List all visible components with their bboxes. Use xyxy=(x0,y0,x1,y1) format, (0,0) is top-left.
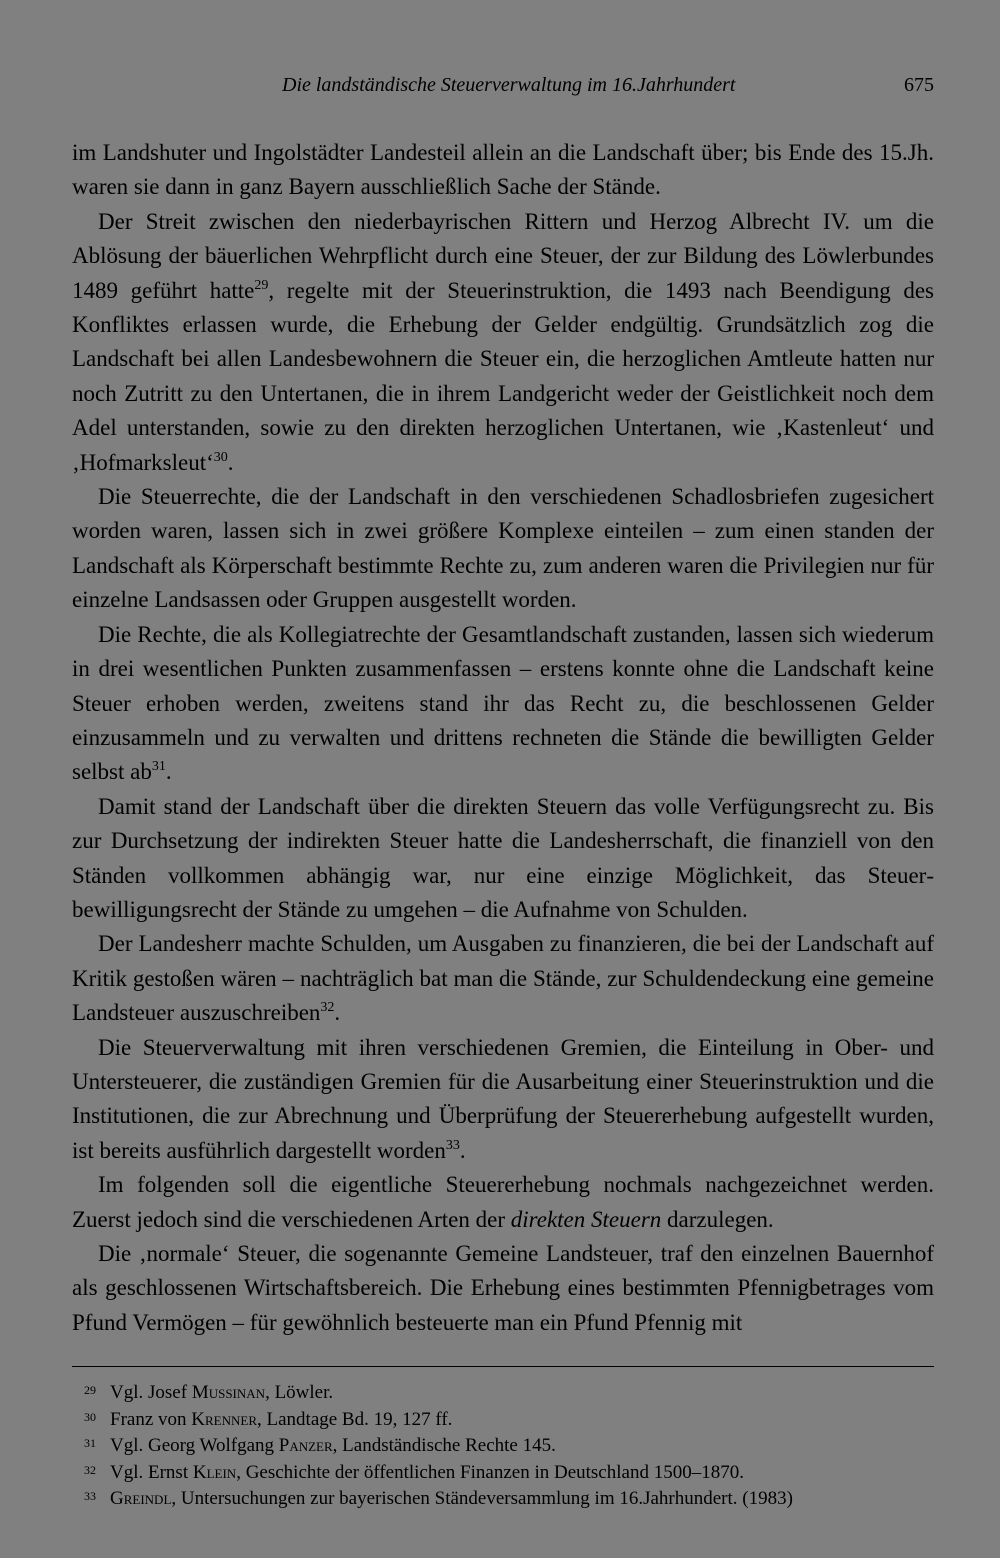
footnote-reference: 29 xyxy=(254,277,269,293)
footnote xyxy=(72,1486,934,1513)
footnote-number: 33 xyxy=(84,1489,96,1504)
footnote-reference: 30 xyxy=(213,449,228,465)
italic-emphasis: direkten Steuern xyxy=(510,1206,662,1232)
footnote-text: Vgl. Josef xyxy=(110,1382,192,1403)
paragraph-text: Die ‚normale‘ Steuer, die sogenannte Gemeine Landsteuer, traf den einzelnen Bauernhof als geschlossenen Wirtschaftsbereich. Die Erhebung eines bestimmten Pfennigbetrages vom Pfund Vermögen – für gewöhnlich besteuerte man ein Pfund Pfennig mit xyxy=(72,1241,934,1335)
paragraph-text: Damit stand der Landschaft über die direkten Steuern das volle Verfügungsrecht zu. Bis zur Durchsetzung der indirekten Steuer hatte die Landesherrschaft, die finanziell von den Ständen vollkommen abhängig war, nur eine einzige Möglichkeit, das Steuerbewilligungsrecht der Stände zu umgehen – die Aufnahme von Schulden. xyxy=(72,793,934,922)
footnote-author: Krenner xyxy=(191,1408,257,1430)
paragraph-text: im Landshuter und Ingolstädter Landesteil allein an die Landschaft über; bis Ende des 15.Jh. waren sie dann in ganz Bayern ausschließlich Sache der Stände. xyxy=(72,140,934,200)
footnote xyxy=(72,1407,934,1434)
paragraph-text: Der Streit zwischen den niederbayrischen Rittern und Herzog Albrecht IV. um die Ablösung der bäuerlichen Wehrpflicht durch eine Steuer, der zur Bildung des Löwlerbundes 1489 geführt hatte xyxy=(72,208,934,303)
footnote-number: 31 xyxy=(84,1436,96,1451)
paragraph xyxy=(72,1168,934,1237)
footnote-author: Klein xyxy=(192,1461,237,1483)
footnote-reference: 32 xyxy=(320,1000,335,1016)
body-text xyxy=(72,136,934,1340)
footnote-text: , Landständische Rechte 145. xyxy=(332,1435,556,1457)
paragraph xyxy=(72,136,934,205)
footnotes xyxy=(72,1380,934,1513)
paragraph-text: , regelte mit der Steuerinstruktion, die 1493 nach Beendigung des Konfliktes erlassen wurde, die Erhebung der Gelder endgültig. Grundsätzlich zog die Landschaft bei allen Landesbewohnern die Steuer ein, die herzoglichen Amtleute hatten nur noch Zutritt zu den Untertanen, die in ihrem Landgericht weder der Geistlichkeit noch dem Adel unterstanden, sowie zu den direkten herzoglichen Untertanen, wie ‚Kastenleut‘ und ‚Hofmarksleut‘ xyxy=(72,277,934,475)
paragraph-text: . xyxy=(165,759,172,785)
footnote-text: , Löwler. xyxy=(265,1382,334,1403)
paragraph-text: . xyxy=(227,449,234,475)
page-number: 675 xyxy=(904,74,934,96)
footnote xyxy=(72,1380,934,1407)
footnote-reference: 31 xyxy=(151,759,166,775)
footnote-text: , Untersuchungen zur bayerischen Ständeversammlung im 16.Jahrhundert. (1983) xyxy=(171,1488,793,1510)
paragraph xyxy=(72,790,934,928)
footnote-text: Vgl. Georg Wolfgang xyxy=(110,1435,279,1457)
paragraph-text: Der Landesherr machte Schulden, um Ausgaben zu finanzieren, die bei der Landschaft auf Kritik gestoßen wären – nachträglich bat man die Stände, zur Schuldendeckung eine gemeine Landsteuer auszuschreiben xyxy=(72,931,934,1026)
running-title: Die landständische Steuerverwaltung im 16.Jahrhundert xyxy=(282,74,736,96)
footnote-number: 30 xyxy=(84,1409,96,1424)
paragraph xyxy=(72,618,934,790)
footnote-text: , Landtage Bd. 19, 127 ff. xyxy=(257,1408,453,1430)
footnote xyxy=(72,1433,934,1460)
paragraph xyxy=(72,205,934,480)
footnote xyxy=(72,1460,934,1487)
footnote-text: Franz von xyxy=(110,1408,192,1430)
footnote-number: 32 xyxy=(84,1462,96,1477)
paragraph xyxy=(72,1031,934,1169)
footnote-text: , Geschichte der öffentlichen Finanzen in Deutschland 1500–1870. xyxy=(236,1461,744,1483)
paragraph-text: Die Steuerrechte, die der Landschaft in den verschiedenen Schadlosbriefen zugesichert worden waren, lassen sich in zwei größere Komplexe einteilen – zum einen standen der Landschaft als Körperschaft bestimmte Rechte zu, zum anderen waren die Privilegien nur für einzelne Landsassen oder Gruppen ausgestellt worden. xyxy=(72,484,934,613)
paragraph-text: Die Rechte, die als Kollegiatrechte der Gesamtlandschaft zustanden, lassen sich wiederum in drei wesentlichen Punkten zusammenfassen – erstens konnte ohne die Landschaft keine Steuer erhoben werden, zweitens stand ihr das Recht zu, die beschlossenen Gelder einzusammeln und zu verwalten und drittens rechneten die Stände die bewilligten Gelder selbst ab xyxy=(72,621,934,785)
paragraph-text: . xyxy=(334,1000,341,1026)
footnote-author: Greindl xyxy=(110,1488,172,1510)
paragraph-text: . xyxy=(459,1137,466,1163)
footnote-rule xyxy=(72,1366,934,1367)
footnote-number: 29 xyxy=(84,1383,96,1397)
paragraph xyxy=(72,480,934,618)
running-head xyxy=(72,74,934,104)
paragraph xyxy=(72,1237,934,1340)
paragraph-text: darzulegen. xyxy=(661,1206,774,1232)
footnote-reference: 33 xyxy=(445,1137,460,1153)
footnote-text: Vgl. Ernst xyxy=(110,1461,193,1483)
footnote-author: Panzer xyxy=(278,1435,333,1457)
paragraph-text: Im folgenden soll die eigentliche Steuererhebung nochmals nachgezeichnet werden. Zuerst jedoch sind die verschiedenen Arten der xyxy=(72,1172,934,1232)
paragraph-text: Die Steuerverwaltung mit ihren verschiedenen Gremien, die Einteilung in Ober- und Untersteuerer, die zuständigen Gremien für die Ausarbeitung einer Steuerinstruktion und die Institutionen, die zur Abrechnung und Überprüfung der Steuererhebung aufgestellt wurden, ist bereits ausführlich dargestellt worden xyxy=(72,1034,934,1163)
footnote-author: Mussinan xyxy=(191,1382,266,1403)
paragraph xyxy=(72,927,934,1030)
